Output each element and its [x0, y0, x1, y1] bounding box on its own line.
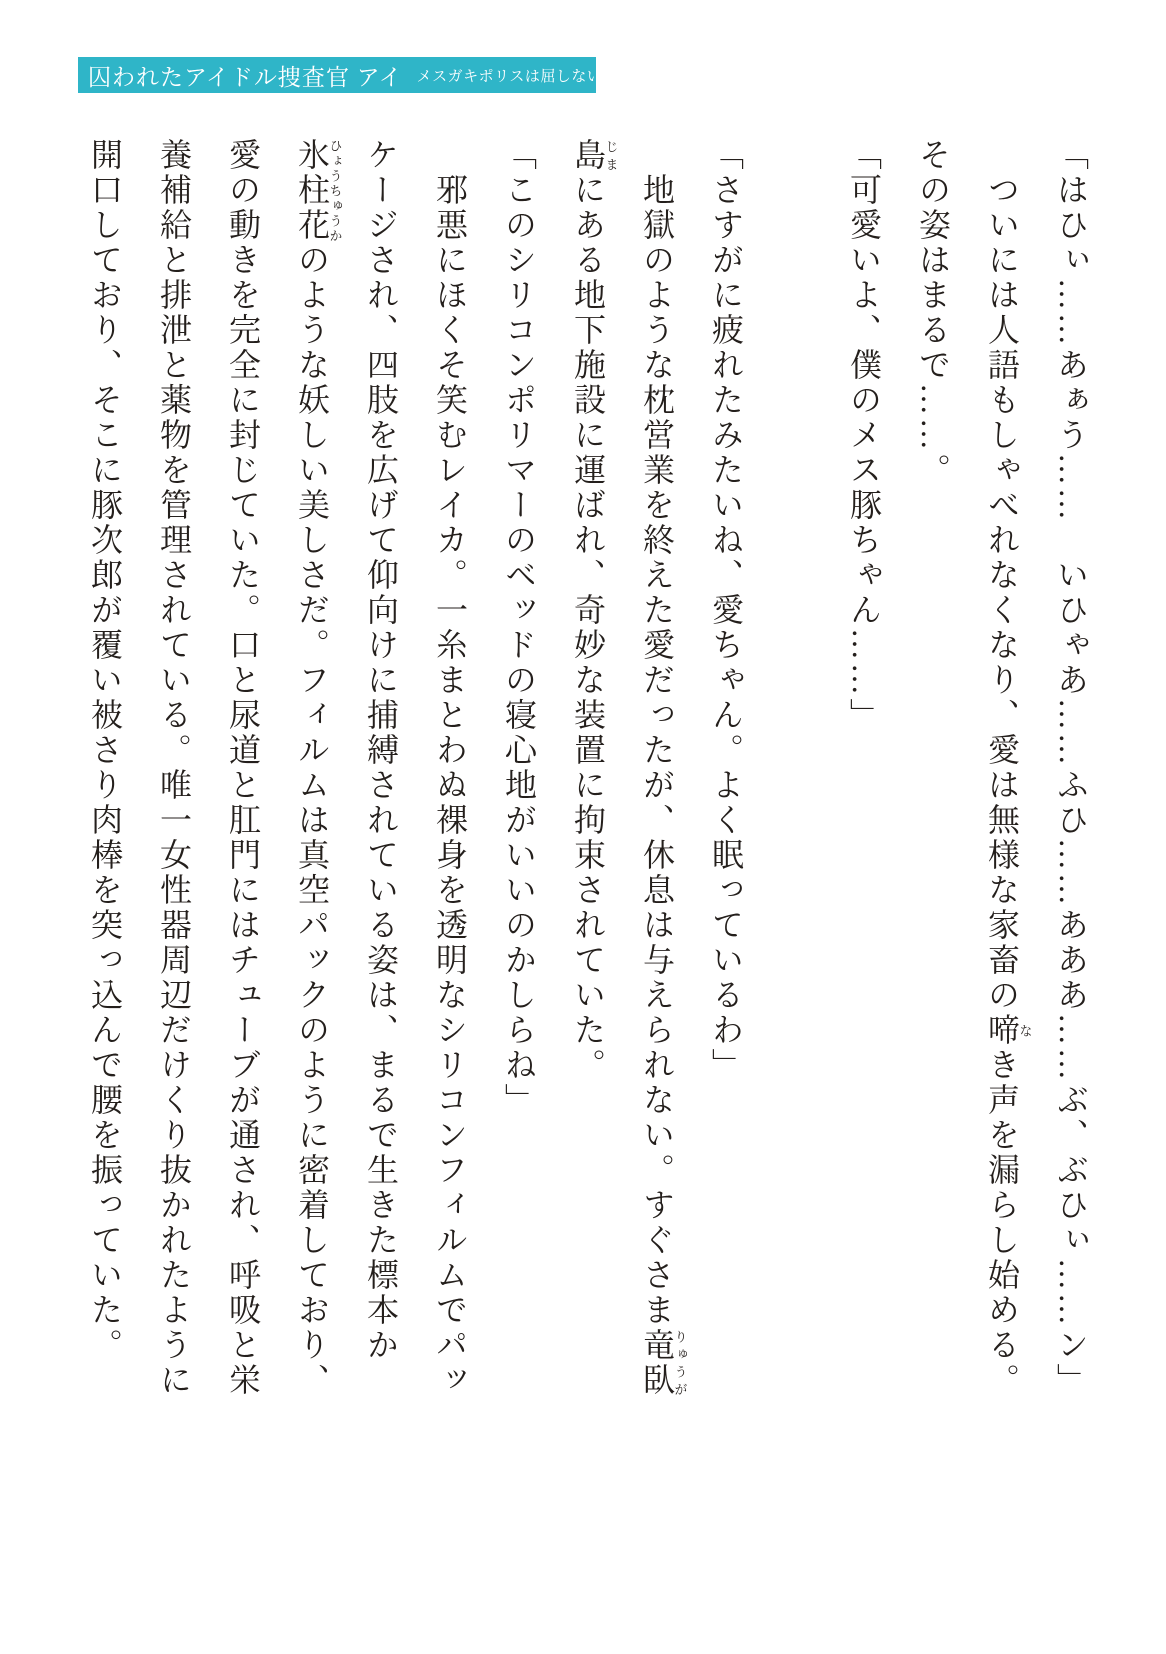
- text-line: 邪悪にほくそ笑むレイカ。一糸まとわぬ裸身を透明なシリコンフィルムでパッ: [432, 138, 468, 1398]
- ruby-annotated-word: 啼な: [984, 1013, 1033, 1048]
- ruby-annotated-word: 氷柱花ひょうちゅうか: [294, 138, 343, 243]
- text-line: 「さすがに疲れたみたいね、愛ちゃん。よく眠っているわ」: [708, 138, 744, 1083]
- series-header-band: [78, 57, 607, 93]
- text-line: 養補給と排泄と薬物を管理されている。唯一女性器周辺だけくり抜かれたように: [156, 138, 192, 1398]
- text-line: 氷柱花ひょうちゅうかのような妖しい美しさだ。フィルムは真空パックのように密着しており、: [294, 138, 343, 1398]
- series-title: 囚われたアイドル捜査官 アイ: [88, 64, 403, 90]
- vertical-text-area: [70, 138, 1105, 1618]
- text-line: 「はひぃ……あぁう…… いひゃあ……ふひ……あああ……ぶ、ぶひぃ……ン」: [1053, 138, 1089, 1398]
- text-line: 「可愛いよ、僕のメス豚ちゃん……」: [846, 138, 882, 733]
- text-line: 島じまにある地下施設に運ばれ、奇妙な装置に拘束されていた。: [570, 138, 619, 1083]
- text-line: 「このシリコンポリマーのベッドの寝心地がいいのかしらね」: [501, 138, 537, 1118]
- text-line: 愛の動きを完全に封じていた。口と尿道と肛門にはチューブが通され、呼吸と栄: [225, 138, 261, 1398]
- text-line: ケージされ、四肢を広げて仰向けに捕縛されている姿は、まるで生きた標本か: [363, 138, 399, 1363]
- series-subtitle: メスガキポリスは屈しない!: [416, 67, 607, 85]
- text-line: 開口しており、そこに豚次郎が覆い被さり肉棒を突っ込んで腰を振っていた。: [87, 138, 123, 1363]
- ruby-annotated-word: 島じま: [570, 138, 619, 173]
- ruby-annotated-word: 竜臥りゅうが: [639, 1328, 688, 1398]
- text-line: 地獄のような枕営業を終えた愛だったが、休息は与えられない。すぐさま竜臥りゅうが: [639, 138, 688, 1398]
- text-line: その姿はまるで……。: [915, 138, 951, 488]
- text-line: ついには人語もしゃべれなくなり、愛は無様な家畜の啼なき声を漏らし始める。: [984, 138, 1033, 1398]
- blank-line: [760, 138, 829, 1618]
